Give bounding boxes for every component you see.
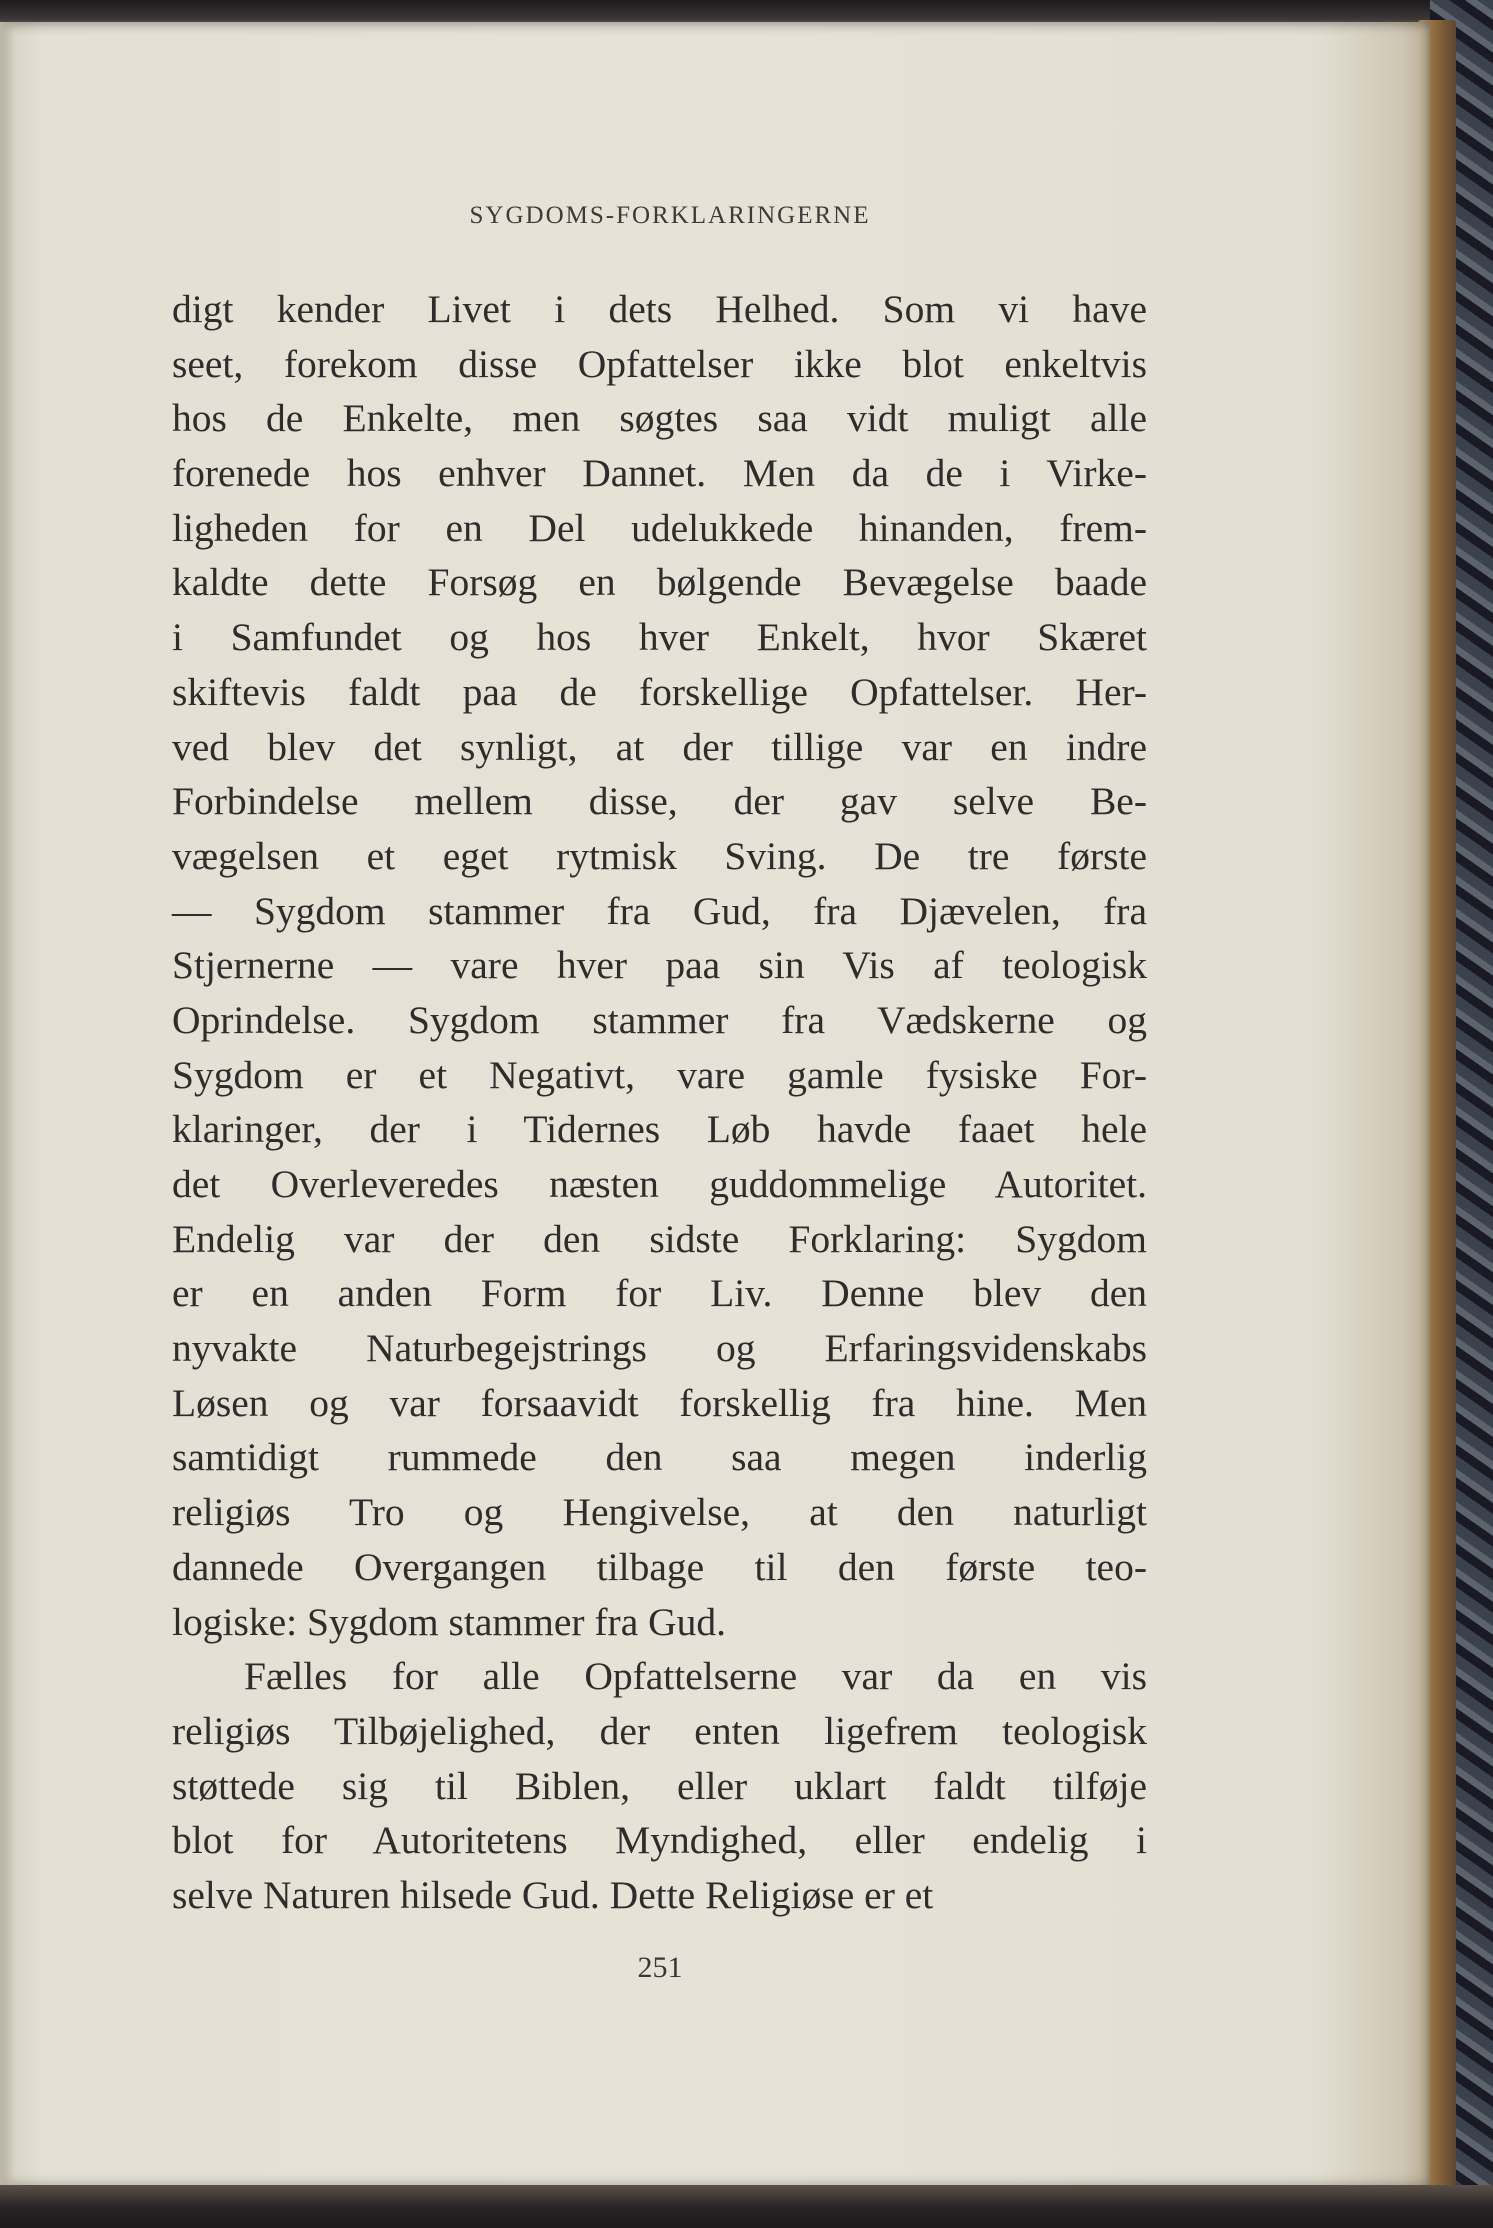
text-line: det Overleveredes næsten guddommelige Autoritet. xyxy=(172,1162,1147,1206)
text-line: Oprindelse. Sygdom stammer fra Vædskerne og xyxy=(172,997,1147,1042)
text-line: ligheden for en Del udelukkede hinanden, frem- xyxy=(172,505,1147,550)
text-line: — Sygdom stammer fra Gud, fra Djævelen, fra xyxy=(172,888,1147,933)
text-line: seet, forekom disse Opfattelser ikke blot enkeltvis xyxy=(172,341,1147,386)
text-line: forenede hos enhver Dannet. Men da de i Virke- xyxy=(172,451,1147,496)
text-line: Sygdom er et Negativt, vare gamle fysiske For- xyxy=(172,1052,1147,1097)
text-line: skiftevis faldt paa de forskellige Opfattelser. Her- xyxy=(172,669,1147,714)
paragraph xyxy=(172,282,1147,1649)
text-line: Stjernerne — vare hver paa sin Vis af teologisk xyxy=(172,943,1147,988)
text-line: blot for Autoritetens Myndighed, eller endelig i xyxy=(172,1818,1147,1863)
text-line: Løsen og var forsaavidt forskellig fra hine. Men xyxy=(172,1380,1147,1425)
text-line: er en anden Form for Liv. Denne blev den xyxy=(172,1271,1147,1316)
page-number: 251 xyxy=(637,1951,683,1984)
text-line: dannede Overgangen tilbage til den første teo- xyxy=(172,1544,1147,1589)
text-line: ved blev det synligt, at der tillige var en indre xyxy=(172,724,1147,769)
text-line: vægelsen et eget rytmisk Sving. De tre første xyxy=(172,833,1147,878)
text-line: kaldte dette Forsøg en bølgende Bevægelse baade xyxy=(172,560,1147,605)
text-line: Fælles for alle Opfattelserne var da en vis xyxy=(244,1654,1147,1699)
text-line: religiøs Tro og Hengivelse, at den naturligt xyxy=(172,1490,1147,1535)
text-line: Endelig var der den sidste Forklaring: Sygdom xyxy=(172,1216,1147,1261)
text-line: i Samfundet og hos hver Enkelt, hvor Skæret xyxy=(172,615,1147,660)
page-gutter xyxy=(0,22,16,2190)
text-line: nyvakte Naturbegejstrings og Erfaringsvidenskabs xyxy=(172,1326,1147,1371)
text-line: selve Naturen hilsede Gud. Dette Religiøse er et xyxy=(172,1872,934,1917)
text-line: Forbindelse mellem disse, der gav selve Be- xyxy=(172,779,1147,824)
text-line: støttede sig til Biblen, eller uklart faldt tilføje xyxy=(172,1763,1147,1808)
text-line: religiøs Tilbøjelighed, der enten ligefrem teologisk xyxy=(172,1708,1147,1753)
book-bottom-edge xyxy=(0,2185,1493,2228)
running-head: SYGDOMS-FORKLARINGERNE xyxy=(469,202,871,229)
text-line: klaringer, der i Tidernes Løb havde faaet hele xyxy=(172,1107,1147,1152)
body-text xyxy=(172,282,1147,1923)
text-line: hos de Enkelte, men søgtes saa vidt muligt alle xyxy=(172,396,1147,441)
text-line: logiske: Sygdom stammer fra Gud. xyxy=(172,1599,727,1644)
paragraph xyxy=(172,1649,1147,1922)
text-line: digt kender Livet i dets Helhed. Som vi have xyxy=(172,287,1147,331)
text-line: samtidigt rummede den saa megen inderlig xyxy=(172,1435,1147,1480)
